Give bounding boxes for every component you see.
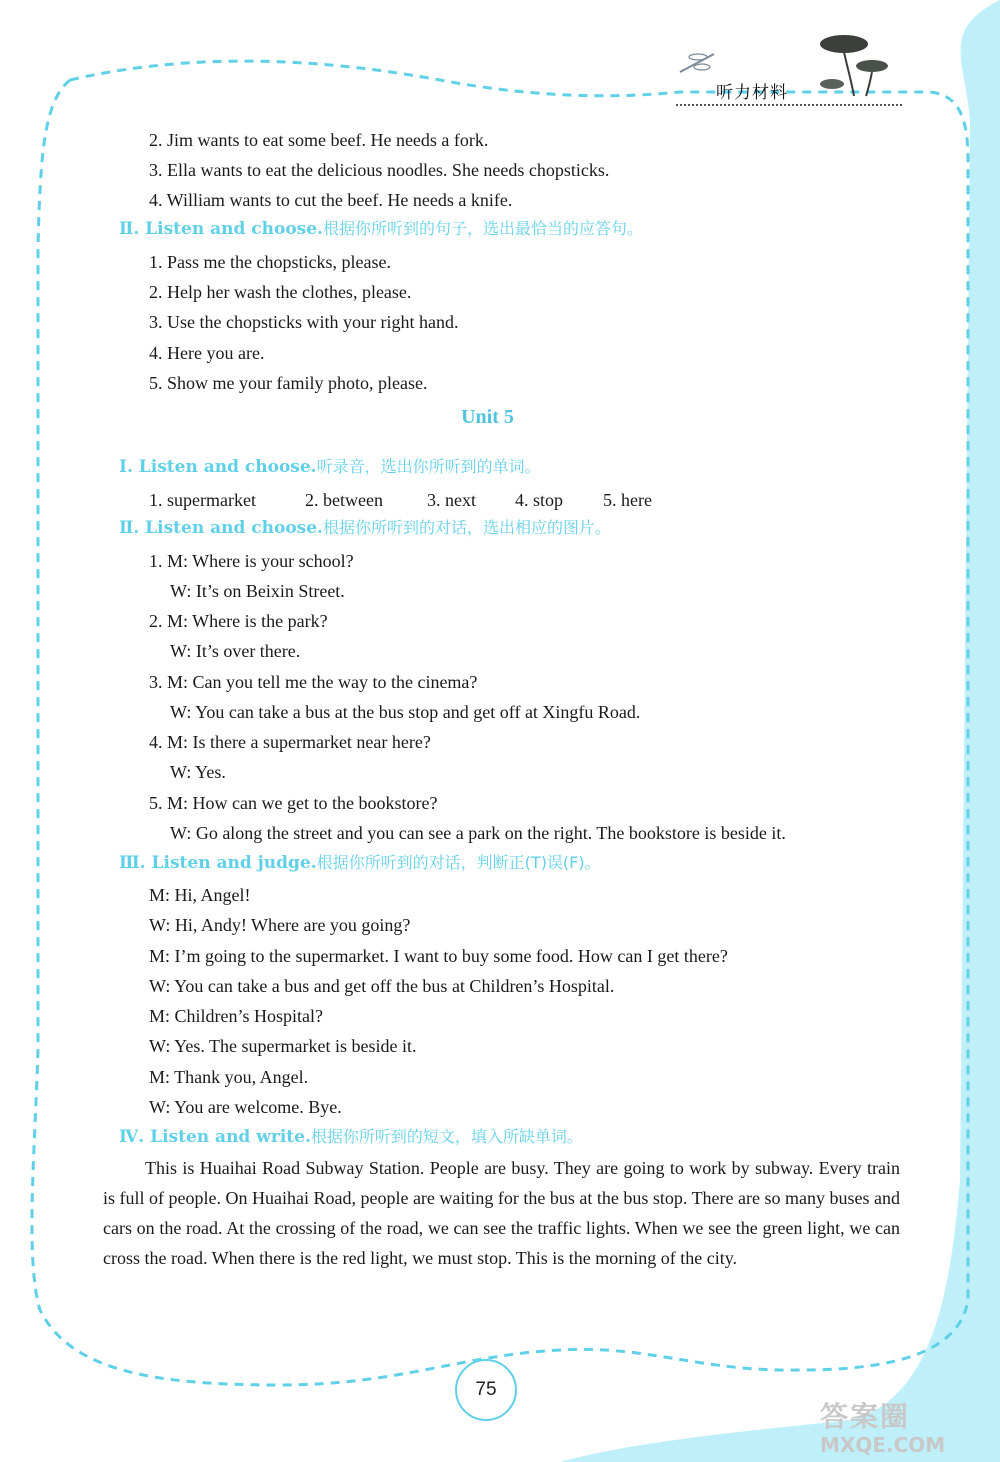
- dialog-line: 2. M: Where is the park?: [149, 611, 328, 631]
- word-item: 5. here: [603, 490, 652, 510]
- dialog-line: W: It’s on Beixin Street.: [170, 581, 345, 601]
- page-header: [676, 70, 902, 106]
- conversation-line: W: Hi, Andy! Where are you going?: [149, 915, 411, 935]
- conversation-line: M: Children’s Hospital?: [149, 1006, 323, 1026]
- word-item: 1. supermarket: [149, 490, 256, 510]
- word-item: 2. between: [305, 490, 383, 510]
- word-item: 4. stop: [515, 490, 564, 510]
- lotus-leaf-icon: [814, 30, 894, 98]
- conversation-line: M: Hi, Angel!: [149, 885, 251, 905]
- dialog-line: W: Go along the street and you can see a park on the right. The bookstore is beside it.: [170, 823, 786, 843]
- unit-title: Unit 5: [461, 406, 514, 428]
- conversation-line: W: You are welcome. Bye.: [149, 1097, 342, 1117]
- dragonfly-icon: [676, 48, 720, 78]
- list-item: 4. William wants to cut the beef. He needs a knife.: [149, 190, 513, 210]
- list-item: 2. Jim wants to eat some beef. He needs a fork.: [149, 130, 489, 150]
- list-item: 5. Show me your family photo, please.: [149, 373, 428, 393]
- dialog-line: 3. M: Can you tell me the way to the cinema?: [149, 672, 478, 692]
- page-number: 75: [455, 1359, 517, 1421]
- header-rule: [676, 104, 902, 106]
- dialog-line: 4. M: Is there a supermarket near here?: [149, 732, 431, 752]
- header-title: 听力材料: [716, 83, 788, 103]
- list-item: 3. Ella wants to eat the delicious noodles. She needs chopsticks.: [149, 160, 610, 180]
- word-item: 3. next: [427, 490, 476, 510]
- dialog-line: 5. M: How can we get to the bookstore?: [149, 793, 438, 813]
- list-item: 3. Use the chopsticks with your right hand.: [149, 312, 459, 332]
- section-heading-1: Ⅰ. Listen and choose.听录音，选出你所听到的单词。: [119, 457, 541, 477]
- section-heading-2: Ⅱ. Listen and choose.根据你所听到的对话，选出相应的图片。: [119, 518, 611, 538]
- conversation-line: M: Thank you, Angel.: [149, 1067, 309, 1087]
- dialog-line: 1. M: Where is your school?: [149, 551, 354, 571]
- dialog-line: W: You can take a bus at the bus stop and get off at Xingfu Road.: [170, 702, 641, 722]
- section-heading-3: Ⅲ. Listen and judge.根据你所听到的对话，判断正(T)误(F)。: [119, 853, 601, 873]
- conversation-line: M: I’m going to the supermarket. I want to buy some food. How can I get there?: [149, 946, 728, 966]
- watermark-logo: 答案圈 MXQE.COM: [820, 1400, 946, 1457]
- section-heading-u4-2: Ⅱ. Listen and choose.根据你所听到的句子，选出最恰当的应答句。: [119, 219, 643, 239]
- dialog-line: W: Yes.: [170, 762, 226, 782]
- list-item: 2. Help her wash the clothes, please.: [149, 282, 412, 302]
- conversation-line: W: You can take a bus and get off the bus at Children’s Hospital.: [149, 976, 615, 996]
- passage: This is Huaihai Road Subway Station. People are busy. They are going to work by subway. Every train is full of people. On Huaihai Road, people are waiting for the bus at the bus stop. There are so many buses and cars on the road. At the crossing of the road, we can see the traffic lights. When we see the green light, we can cross the road. When there is the red light, we must stop. This is the morning of the city.: [103, 1158, 900, 1268]
- section-heading-4: Ⅳ. Listen and write.根据你所听到的短文，填入所缺单词。: [119, 1127, 583, 1147]
- list-item: 1. Pass me the chopsticks, please.: [149, 252, 391, 272]
- conversation-line: W: Yes. The supermarket is beside it.: [149, 1036, 417, 1056]
- list-item: 4. Here you are.: [149, 343, 265, 363]
- dialog-line: W: It’s over there.: [170, 641, 301, 661]
